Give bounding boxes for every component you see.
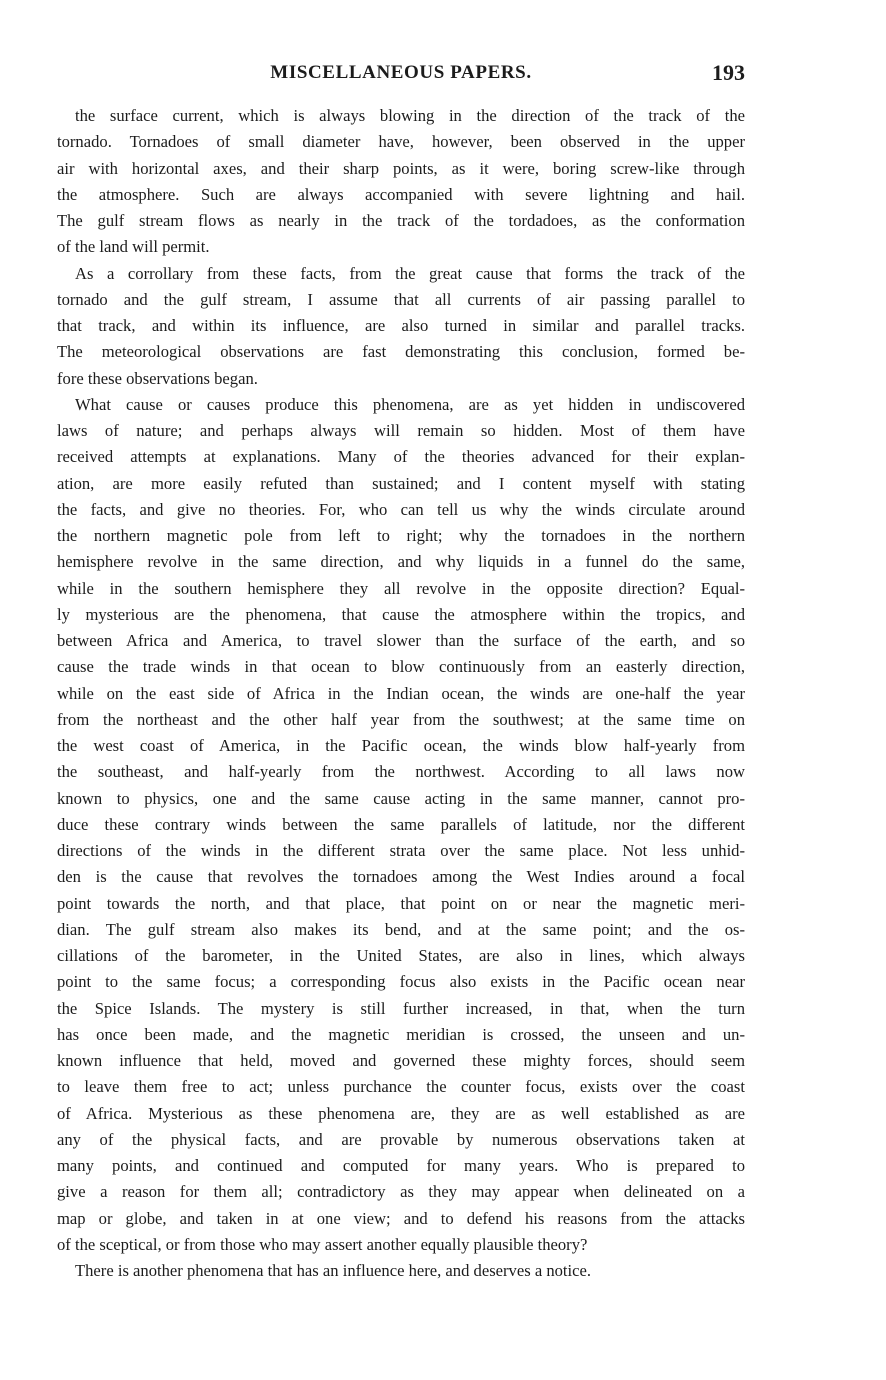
text-line: tornado and the gulf stream, I assume that all currents of air passing parallel to: [57, 289, 745, 309]
text-line: The gulf stream flows as nearly in the track of the tordadoes, as the conformation: [57, 211, 745, 230]
text-line: give a reason for them all; contradictory as they may appear when delineated on a: [57, 1182, 745, 1202]
text-line: received attempts at explanations. Many of the theories advanced for their explan-: [57, 447, 745, 467]
text-line: There is another phenomena that has an influence here, and deserves a notice.: [75, 1261, 592, 1280]
text-line: while on the east side of Africa in the Indian ocean, the winds are one-half the year: [57, 683, 745, 703]
paragraph: [57, 103, 745, 261]
text-line: the facts, and give no theories. For, who can tell us why the winds circulate around: [57, 499, 745, 519]
paragraph: [57, 1258, 745, 1284]
text-line: What cause or causes produce this phenomena, are as yet hidden in undiscovered: [75, 394, 745, 414]
text-line: point to the same focus; a corresponding focus also exists in the Pacific ocean near: [57, 972, 745, 992]
text-line: ation, are more easily refuted than sustained; and I content myself with stating: [57, 473, 745, 493]
text-line: tornado. Tornadoes of small diameter have, however, been observed in the upper: [57, 132, 745, 152]
text-line: known influence that held, moved and governed these mighty forces, should seem: [57, 1051, 745, 1070]
text-line: while in the southern hemisphere they all revolve in the opposite direction? Equal-: [57, 578, 745, 598]
text-line: den is the cause that revolves the tornadoes among the West Indies around a focal: [57, 867, 745, 887]
text-line: the Spice Islands. The mystery is still further increased, in that, when the turn: [57, 998, 745, 1018]
running-head: [57, 62, 745, 88]
page-number: 193: [712, 60, 745, 85]
text-line: hemisphere revolve in the same direction, and why liquids in a funnel do the same,: [57, 552, 745, 572]
text-line: dian. The gulf stream also makes its bend, and at the same point; and the os-: [57, 919, 745, 939]
text-line: has once been made, and the magnetic meridian is crossed, the unseen and un-: [57, 1024, 745, 1044]
text-line: laws of nature; and perhaps always will remain so hidden. Most of them have: [57, 421, 745, 440]
text-line: cause the trade winds in that ocean to blow continuously from an easterly direction,: [57, 657, 745, 677]
text-line: to leave them free to act; unless purchance the counter focus, exists over the coast: [57, 1077, 745, 1097]
text-line: the west coast of America, in the Pacific ocean, the winds blow half-yearly from: [57, 736, 745, 755]
text-line: of the land will permit.: [57, 237, 210, 257]
text-line: the southeast, and half-yearly from the northwest. According to all laws now: [57, 762, 745, 782]
text-line: known to physics, one and the same cause acting in the same manner, cannot pro-: [57, 788, 745, 808]
text-line: cillations of the barometer, in the United States, are also in lines, which always: [57, 946, 745, 965]
text-line: duce these contrary winds between the same parallels of latitude, nor the different: [57, 814, 745, 834]
text-line: any of the physical facts, and are provable by numerous observations taken at: [57, 1129, 745, 1149]
text-line: the northern magnetic pole from left to right; why the tornadoes in the northern: [57, 526, 745, 545]
text-line: ly mysterious are the phenomena, that cause the atmosphere within the tropics, and: [57, 604, 745, 624]
text-line: the surface current, which is always blowing in the direction of the track of the: [75, 106, 745, 125]
paragraph: [57, 392, 745, 1258]
running-title: MISCELLANEOUS PAPERS.: [270, 62, 532, 83]
text-line: directions of the winds in the different strata over the same place. Not less unhid-: [57, 841, 745, 860]
text-line: that track, and within its influence, are also turned in similar and parallel tracks.: [57, 316, 745, 335]
text-line: many points, and continued and computed for many years. Who is prepared to: [57, 1156, 745, 1175]
book-page: [57, 0, 745, 1380]
text-line: As a corrollary from these facts, from the great cause that forms the track of the: [75, 263, 745, 283]
text-line: from the northeast and the other half year from the southwest; at the same time on: [57, 709, 745, 729]
text-line: of the sceptical, or from those who may assert another equally plausible theory?: [57, 1234, 588, 1254]
text-line: between Africa and America, to travel slower than the surface of the earth, and so: [57, 631, 745, 650]
text-line: The meteorological observations are fast demonstrating this conclusion, formed be-: [57, 342, 745, 362]
text-line: point towards the north, and that place, that point on or near the magnetic meri-: [57, 893, 745, 913]
text-line: the atmosphere. Such are always accompanied with severe lightning and hail.: [57, 184, 745, 204]
text-line: of Africa. Mysterious as these phenomena are, they are as well established as are: [57, 1103, 745, 1123]
text-line: air with horizontal axes, and their sharp points, as it were, boring screw-like through: [57, 158, 745, 178]
text-body: [57, 103, 745, 1284]
text-line: map or globe, and taken in at one view; and to defend his reasons from the attacks: [57, 1208, 745, 1228]
text-line: fore these observations began.: [57, 368, 258, 388]
paragraph: [57, 261, 745, 392]
